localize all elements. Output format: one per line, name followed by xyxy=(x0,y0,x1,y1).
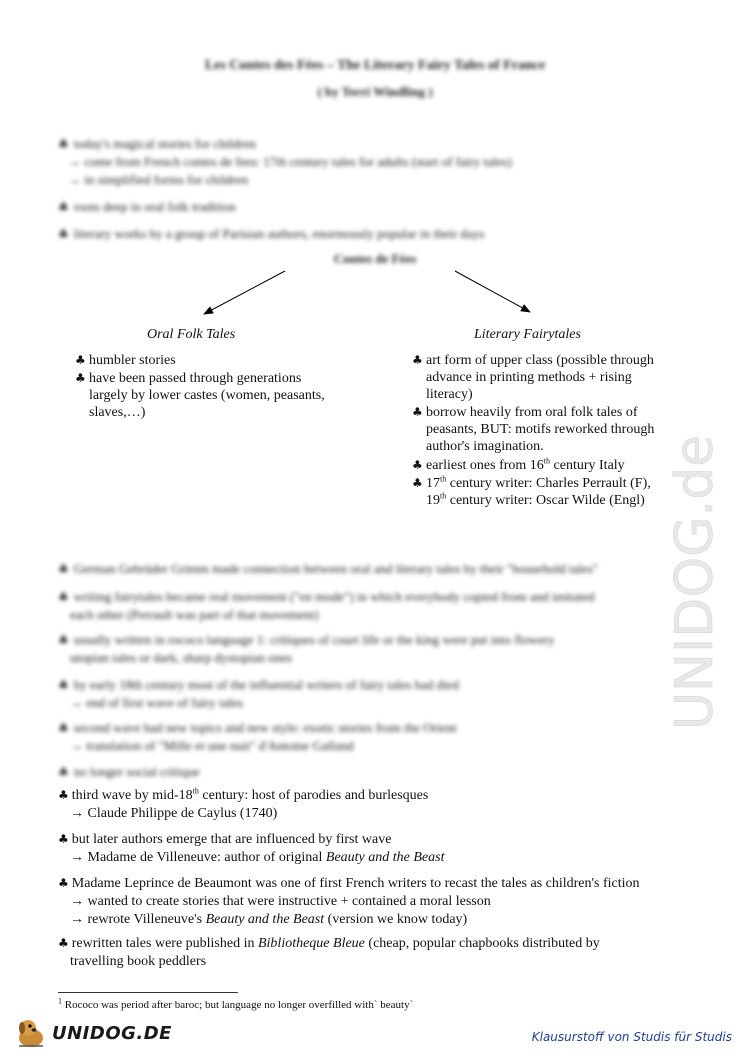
literary-fairytales-heading: Literary Fairytales xyxy=(474,327,581,342)
page-title: Les Contes des Fées – The Literary Fairy Tales of France xyxy=(204,58,546,73)
club-bullet-icon: ♣ xyxy=(58,788,69,802)
later-authors-bullet: ♣ but later authors emerge that are influenced by first wave → Madame de Villeneuve: author of original Beauty and the Beast xyxy=(58,832,445,865)
unidog-watermark xyxy=(650,250,750,750)
third-wave-bullet: ♣ third wave by mid-18th century: host of parodies and burlesques → Claude Philippe de Caylus (1740) xyxy=(58,786,429,821)
club-bullet-icon: ♣ xyxy=(58,936,69,950)
blurred-bullet-2: ♣ writing fairytales became real movement ("en mode") in which everybody copied from and imitated xyxy=(58,589,595,604)
intro-bullet-1: ♣ today's magical stories for children xyxy=(58,136,256,151)
blurred-bullet-1: ♣ German Gebrüder Grimm made connection between oral and literary tales by their "household tales" xyxy=(58,561,599,576)
arrow-right-icon xyxy=(455,271,530,312)
dog-mascot-icon xyxy=(14,1016,48,1050)
club-bullet-icon: ♣ xyxy=(412,458,423,472)
footnote: $^1$ Rococo was period after baroc; but language no longer overfilled with` beauty` xyxy=(58,996,414,1011)
blurred-bullet-4-line2: → end of first wave of fairy tales xyxy=(70,695,243,710)
page-subtitle: ( by Terri Windling ) xyxy=(317,84,433,99)
intro-bullet-3: ♣ literary works by a group of Parisian authors, enormously popular in their days xyxy=(58,226,485,241)
club-bullet-icon: ♣ xyxy=(412,405,423,419)
diagram-arrows xyxy=(0,0,750,330)
club-bullet-icon: ♣ xyxy=(58,633,69,647)
unidog-logo[interactable] xyxy=(14,1016,172,1050)
blurred-bullet-3-line2: utopian tales or dark, sharp dystopian ones xyxy=(70,650,293,665)
logo-text: UNIDOG.DE xyxy=(52,1022,172,1044)
right-item-1: ♣ art form of upper class (possible through advance in printing methods + rising literacy) xyxy=(412,353,654,402)
right-item-4: ♣ 17th century writer: Charles Perrault (F), 19th century writer: Oscar Wilde (Engl) xyxy=(412,474,651,508)
right-item-3-text: earliest ones from 16th century Italy xyxy=(426,456,625,473)
footer-tagline: Klausurstoff von Studis für Studis xyxy=(531,1030,732,1044)
club-bullet-icon: ♣ xyxy=(75,353,86,367)
club-bullet-icon: ♣ xyxy=(58,832,69,846)
oral-folk-tales-heading: Oral Folk Tales xyxy=(147,327,236,342)
blurred-bullet-4: ♣ by early 18th century most of the influential writers of fairy tales had died xyxy=(58,677,459,692)
club-bullet-icon: ♣ xyxy=(75,371,86,385)
club-bullet-icon: ♣ xyxy=(58,876,69,890)
club-bullet-icon: ♣ xyxy=(58,765,69,779)
footnote-rule xyxy=(58,992,238,993)
rewritten-bullet: ♣ rewritten tales were published in Bibliotheque Bleue (cheap, popular chapbooks distributed by travelling book peddlers xyxy=(58,936,600,969)
club-bullet-icon: ♣ xyxy=(58,721,69,735)
club-bullet-icon: ♣ xyxy=(58,678,69,692)
club-bullet-icon: ♣ xyxy=(58,227,69,241)
right-item-2: ♣ borrow heavily from oral folk tales of peasants, BUT: motifs reworked through author's imagination. xyxy=(412,405,655,454)
club-bullet-icon: ♣ xyxy=(412,476,423,490)
diagram-root-label: Contes de Fées xyxy=(333,251,417,266)
blurred-bullet-6: ♣ no longer social critique xyxy=(58,764,200,779)
intro-sub-1: → come from French contes de fees: 17th century tales for adults (start of fairy tales) xyxy=(68,154,512,169)
blurred-bullet-3: ♣ usually written in rococo language 1: critiques of court life or the king were put into flowery xyxy=(58,632,555,647)
club-bullet-icon: ♣ xyxy=(58,562,69,576)
intro-bullet-2: ♣ roots deep in oral folk tradition xyxy=(58,199,236,214)
left-item-1: ♣ humbler stories xyxy=(75,353,176,368)
club-bullet-icon: ♣ xyxy=(58,590,69,604)
arrow-left-icon xyxy=(204,271,285,314)
svg-text:UNIDOG.de: UNIDOG.de xyxy=(665,434,725,730)
club-bullet-icon: ♣ xyxy=(58,137,69,151)
left-item-2: ♣ have been passed through generations largely by lower castes (women, peasants, slaves,…) xyxy=(75,371,325,420)
club-bullet-icon: ♣ xyxy=(412,353,423,367)
leprince-bullet: ♣ Madame Leprince de Beaumont was one of first French writers to recast the tales as children's fiction → wanted to create stories that were instructive + contained a moral lesson → rewrote Villeneuve's Beauty and the Beast (version we know today) xyxy=(58,876,640,927)
intro-sub-2: → in simplified forms for children xyxy=(68,172,249,187)
club-bullet-icon: ♣ xyxy=(58,200,69,214)
blurred-bullet-5: ♣ second wave had new topics and new style: exotic stories from the Orient xyxy=(58,720,457,735)
blurred-bullet-5-line2: → translation of "Mille et une nuit" d'Antoine Galland xyxy=(70,738,354,753)
blurred-bullet-2-line2: each other (Perrault was part of that movement) xyxy=(70,607,319,622)
